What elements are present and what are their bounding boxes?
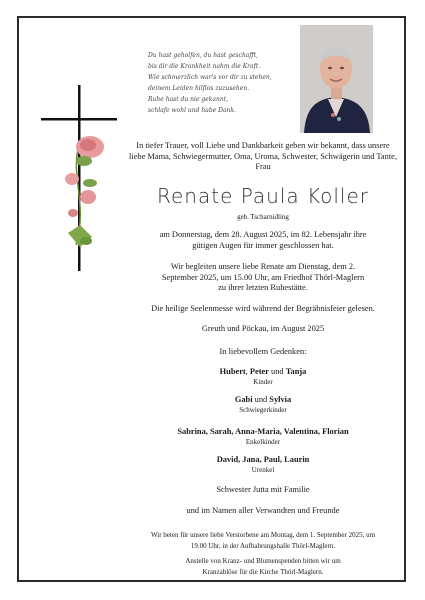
child-name: Hubert xyxy=(219,367,246,376)
cross-with-roses xyxy=(40,85,120,275)
poem-line: schlafe wohl und habe Dank. xyxy=(148,107,236,114)
relatives-line: und im Namen aller Verwandten und Freunde xyxy=(186,506,340,515)
poem-line: Ruhe hast du nie gekannt, xyxy=(148,96,229,103)
place-date: Greuth und Pöckau, im August 2025 xyxy=(201,324,325,333)
portrait-photo xyxy=(300,25,373,133)
separator: und xyxy=(252,395,270,404)
children-names xyxy=(128,367,398,378)
child-name: Peter xyxy=(249,367,269,376)
funeral-details: Wir begleiten unsere liebe Renate am Dienstag, dem 2. September 2025, um 15.00 Uhr, am Friedhof Thörl-Maglern zu ihrer letzten Ruhestätte. xyxy=(161,262,365,292)
memory-heading: In liebevollem Gedenken: xyxy=(219,347,307,356)
poem-line: bis dir die Krankheit nahm die Kraft. xyxy=(148,63,261,70)
death-notice: am Donnerstag, dem 28. August 2025, im 82. Lebensjahr ihre gütigen Augen für immer geschlossen hat. xyxy=(159,230,367,250)
poem-line: Du hast geholfen, du hast geschafft, xyxy=(148,52,258,59)
poem-line: Wie schmerzlich war's vor dir zu stehen, xyxy=(148,74,272,81)
separator: , xyxy=(245,367,250,376)
children-role: Kinder xyxy=(253,378,273,386)
poem xyxy=(148,50,298,116)
mass-notice: Die heilige Seelenmesse wird während der Begräbnisfeier gelesen. xyxy=(151,304,375,313)
sister-line: Schwester Jutta mit Familie xyxy=(216,485,310,494)
prayer-notice: Wir beten für unsere liebe Verstorbene am Montag, dem 1. September 2025, um 19.00 Uhr, in der Aufbahrungshalle Thörl-Maglern. xyxy=(150,531,376,550)
donation-notice: Anstelle von Kranz- und Blumenspenden bitten wir um Kranzablöse für die Kirche Thörl-Maglern. xyxy=(185,557,341,576)
in-law-name: Gabi xyxy=(234,395,253,404)
separator: und xyxy=(268,367,286,376)
great-grandchildren-names: David, Jana, Paul, Laurin xyxy=(216,455,310,464)
deceased-name: Renate Paula Koller xyxy=(157,184,369,208)
great-grandchildren-role: Urenkel xyxy=(251,466,275,474)
in-laws-role: Schwiegerkinder xyxy=(239,406,287,414)
poem-line: deinem Leiden hilflos zuzusehen. xyxy=(148,85,250,92)
birth-name: geb. Tscharnidling xyxy=(237,213,289,221)
grandchildren-role: Enkelkinder xyxy=(245,438,281,446)
child-name: Tanja xyxy=(285,367,307,376)
grandchildren-names: Sabrina, Sarah, Anna-Maria, Valentina, Florian xyxy=(177,427,349,436)
in-law-name: Sylvia xyxy=(269,395,292,404)
in-laws-names xyxy=(128,395,398,406)
intro-text: In tiefer Trauer, voll Liebe und Dankbarkeit geben wir bekannt, dass unsere liebe Mama, Schwiegermutter, Oma, Uroma, Schwester, Schwägerin und Tante, Frau xyxy=(129,141,397,171)
